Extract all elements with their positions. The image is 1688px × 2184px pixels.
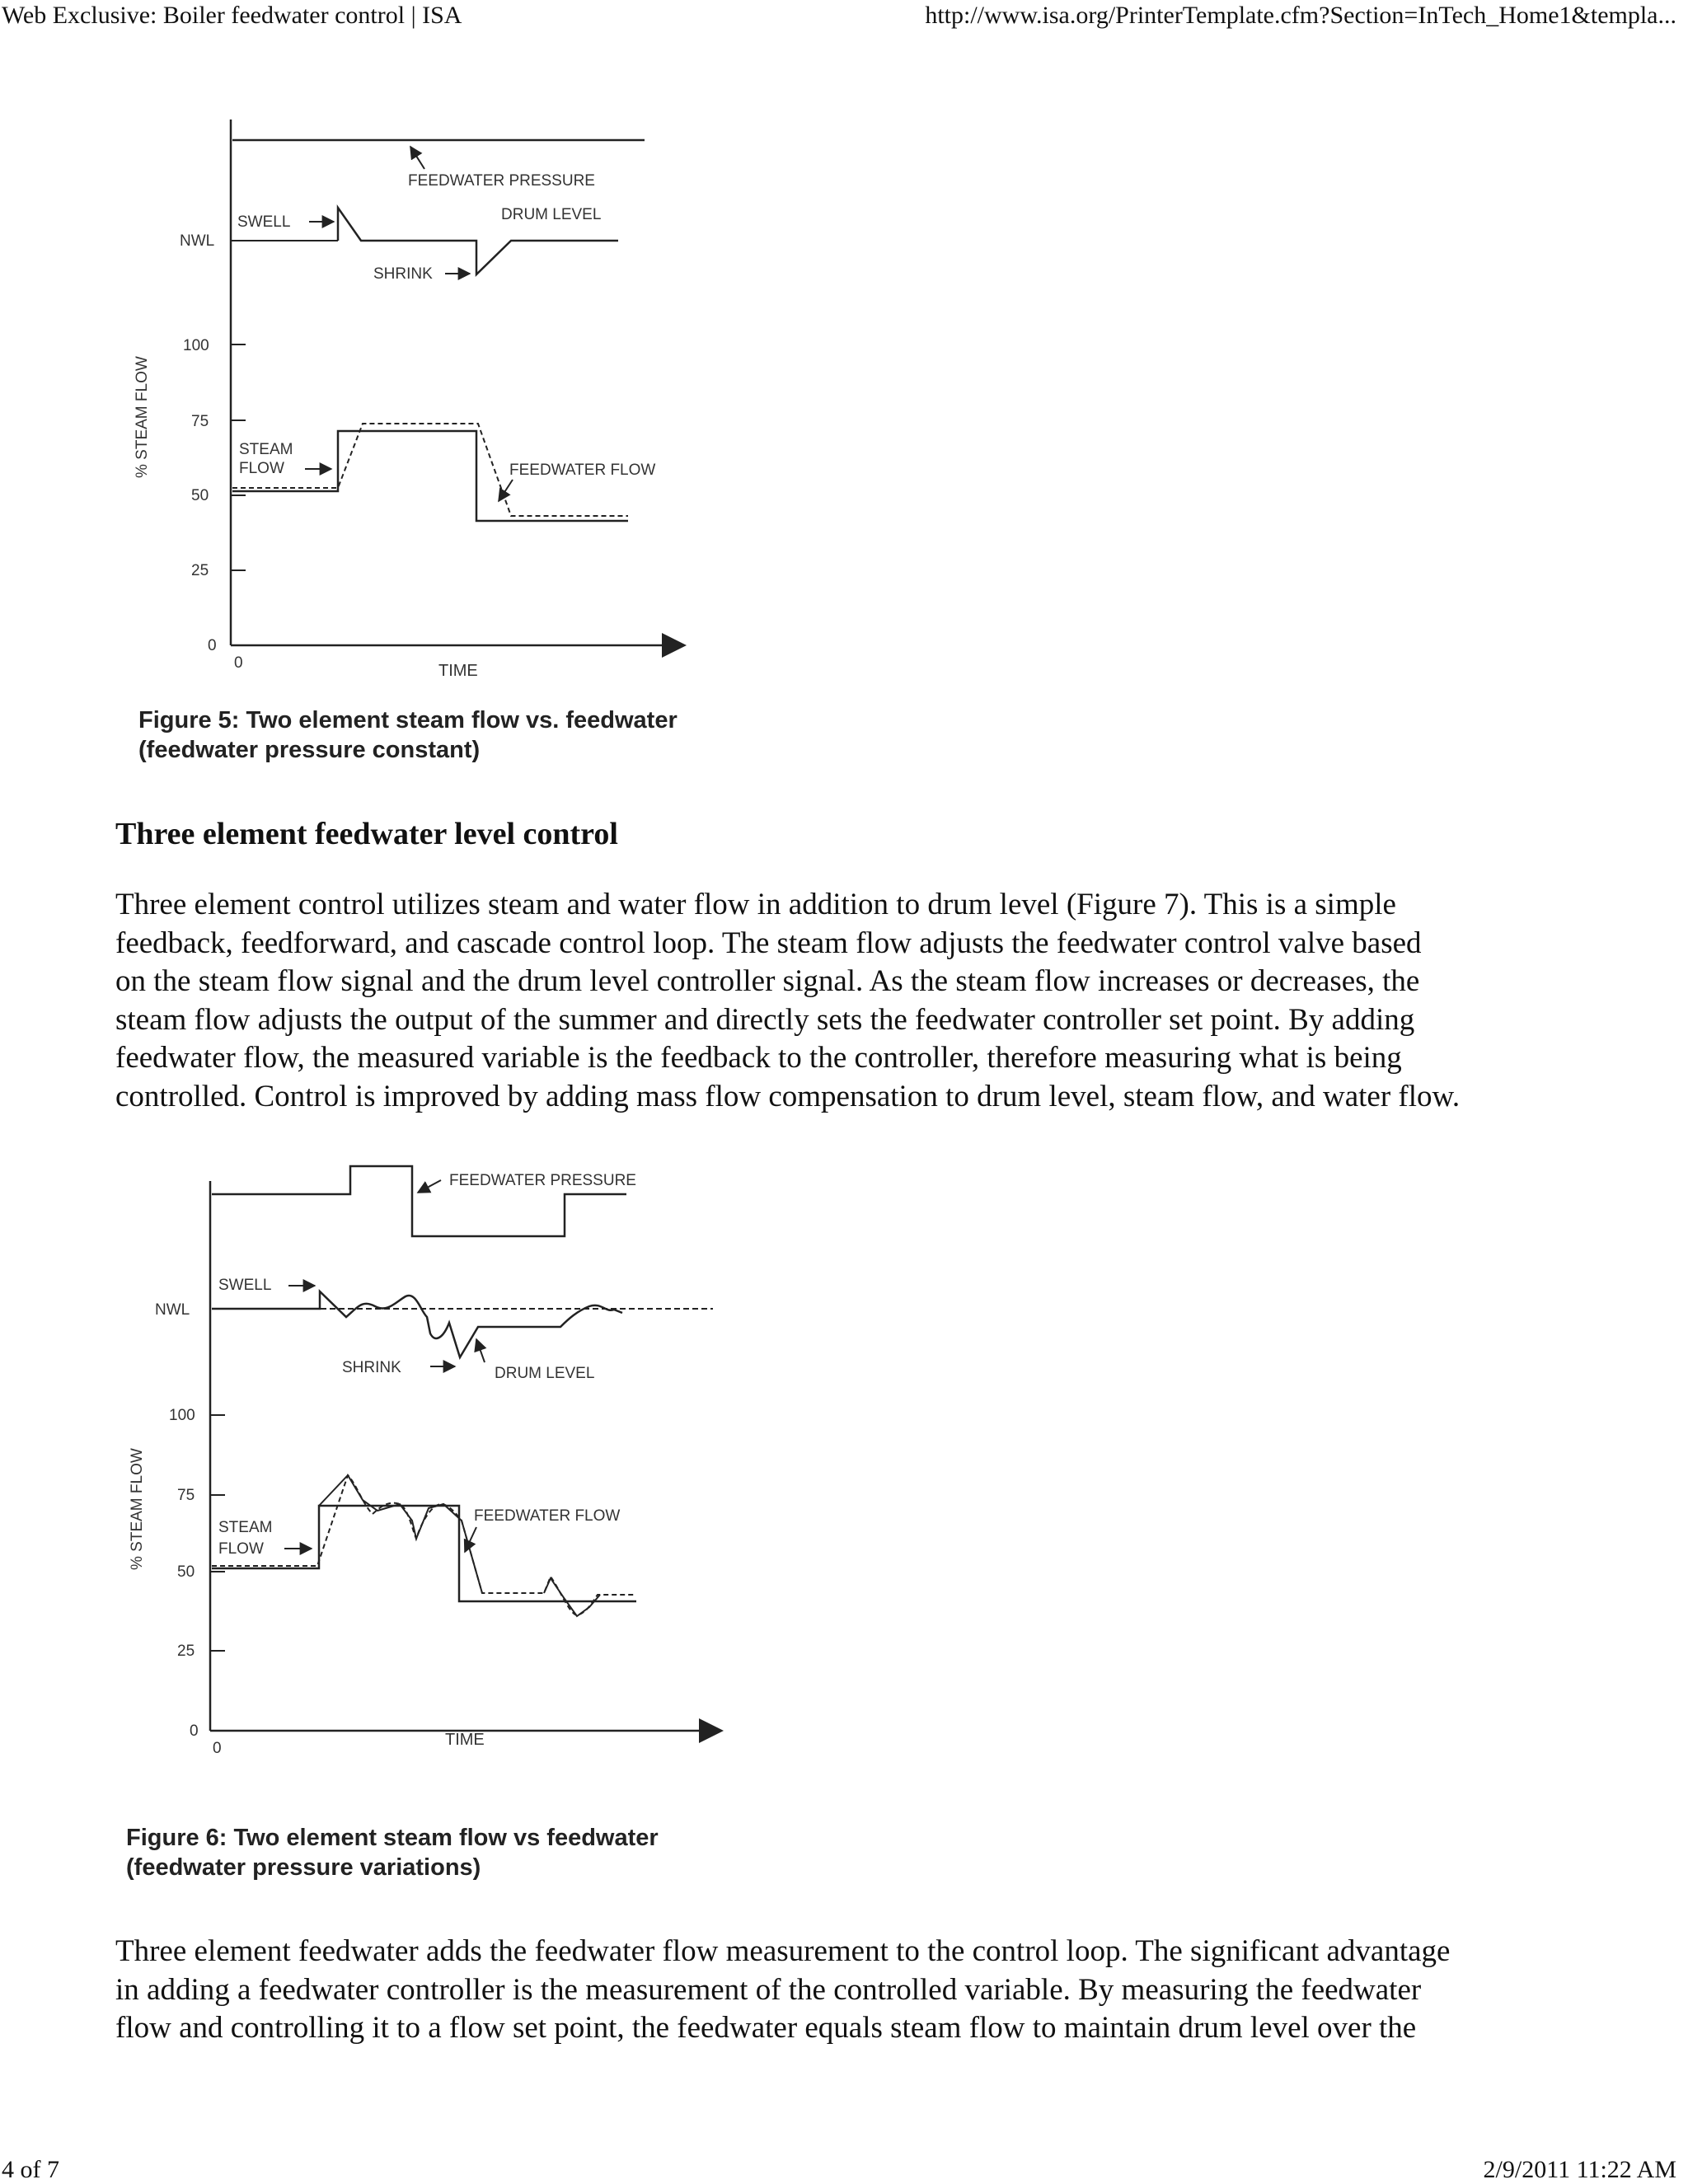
feedwater-pressure-label: FEEDWATER PRESSURE [408,172,595,190]
paragraph-1-line: Three element control utilizes steam and water flow in addition to drum level (Figure 7). This is a simple [115,888,1396,921]
swell-label: SWELL [218,1277,272,1294]
tick-label-100: 100 [183,337,209,354]
drum-level-line [212,1291,622,1357]
steam-flow-label-1: STEAM [218,1519,273,1536]
tick-label-100: 100 [169,1407,195,1424]
page-number: 4 of 7 [2,2156,59,2183]
feedwater-flow-line [212,1475,635,1615]
feedwater-flow-label: FEEDWATER FLOW [509,462,656,479]
nwl-label: NWL [180,232,215,250]
tick-label-25: 25 [191,562,209,579]
shrink-label: SHRINK [342,1359,401,1376]
page-url: http://www.isa.org/PrinterTemplate.cfm?Section=InTech_Home1&templa... [925,2,1676,29]
y-ticks [231,241,338,570]
figure-6-caption-line-1: Figure 6: Two element steam flow vs feedwater [126,1825,659,1851]
x-axis-label: TIME [438,662,478,680]
feedwater-pressure-arrow [418,1180,441,1193]
figure-6-caption-line-2: (feedwater pressure variations) [126,1854,481,1881]
tick-label-50: 50 [191,487,209,504]
feedwater-pressure-arrow [410,147,424,169]
tick-label-50: 50 [177,1563,195,1581]
figure-6-chart [115,1158,742,1768]
y-axis-label: % STEAM FLOW [129,1448,146,1570]
tick-label-x0: 0 [234,654,243,672]
figure-5-caption-line-1: Figure 5: Two element steam flow vs. feedwater [138,707,678,733]
paragraph-2 [115,1933,1450,2048]
tick-label-75: 75 [177,1487,195,1504]
steam-flow-label-1: STEAM [239,441,293,458]
paragraph-2-line: in adding a feedwater controller is the measurement of the controlled variable. By measuring the feedwater [115,1972,1422,2007]
figure-5-caption [138,705,678,765]
x-axis-label: TIME [445,1731,485,1749]
paragraph-1-line: controlled. Control is improved by adding mass flow compensation to drum level, steam flow, and water flow. [115,1079,1461,1113]
drum-level-label: DRUM LEVEL [501,206,602,223]
steam-flow-label-2: FLOW [239,460,284,477]
tick-label-0: 0 [208,637,217,654]
figure-5-caption-line-2: (feedwater pressure constant) [138,737,481,763]
page-title: Web Exclusive: Boiler feedwater control | ISA [2,2,462,29]
feedwater-pressure-label: FEEDWATER PRESSURE [449,1172,636,1189]
paragraph-1-line: steam flow adjusts the output of the summer and directly sets the feedwater controller set point. By adding [115,1002,1415,1037]
drum-level-label: DRUM LEVEL [495,1365,595,1382]
steam-flow-label-2: FLOW [218,1540,264,1558]
paragraph-2-line: flow and controlling it to a flow set point, the feedwater equals steam flow to maintain drum level over the [115,2011,1417,2045]
figure-6-caption [126,1823,659,1882]
nwl-label: NWL [155,1301,190,1319]
paragraph-1-line: feedback, feedforward, and cascade control loop. The steam flow adjusts the feedwater control valve based [115,926,1422,960]
drum-level-arrow [476,1339,485,1362]
print-datetime: 2/9/2011 11:22 AM [1483,2156,1676,2183]
feedwater-flow-arrow [499,480,513,501]
figure-5 [115,107,725,701]
tick-label-75: 75 [191,413,209,430]
oscillation-line [544,1578,600,1616]
paragraph-2-line: Three element feedwater adds the feedwater flow measurement to the control loop. The significant advantage [115,1934,1451,1968]
feedwater-flow-solid [319,1475,482,1593]
paragraph-1-line: feedwater flow, the measured variable is the feedback to the controller, therefore measuring what is being [115,1041,1402,1075]
figure-6 [115,1158,742,1768]
y-axis-label: % STEAM FLOW [134,356,151,478]
section-heading: Three element feedwater level control [115,817,618,851]
tick-label-25: 25 [177,1643,195,1660]
figure-5-chart [115,107,725,701]
paragraph-1 [115,886,1460,1116]
shrink-label: SHRINK [373,265,433,283]
paragraph-1-line: on the steam flow signal and the drum level controller signal. As the steam flow increases or decreases, the [115,964,1420,998]
swell-label: SWELL [237,213,291,231]
tick-label-x0: 0 [213,1740,222,1757]
tick-label-0: 0 [190,1722,199,1740]
feedwater-flow-label: FEEDWATER FLOW [474,1507,621,1525]
